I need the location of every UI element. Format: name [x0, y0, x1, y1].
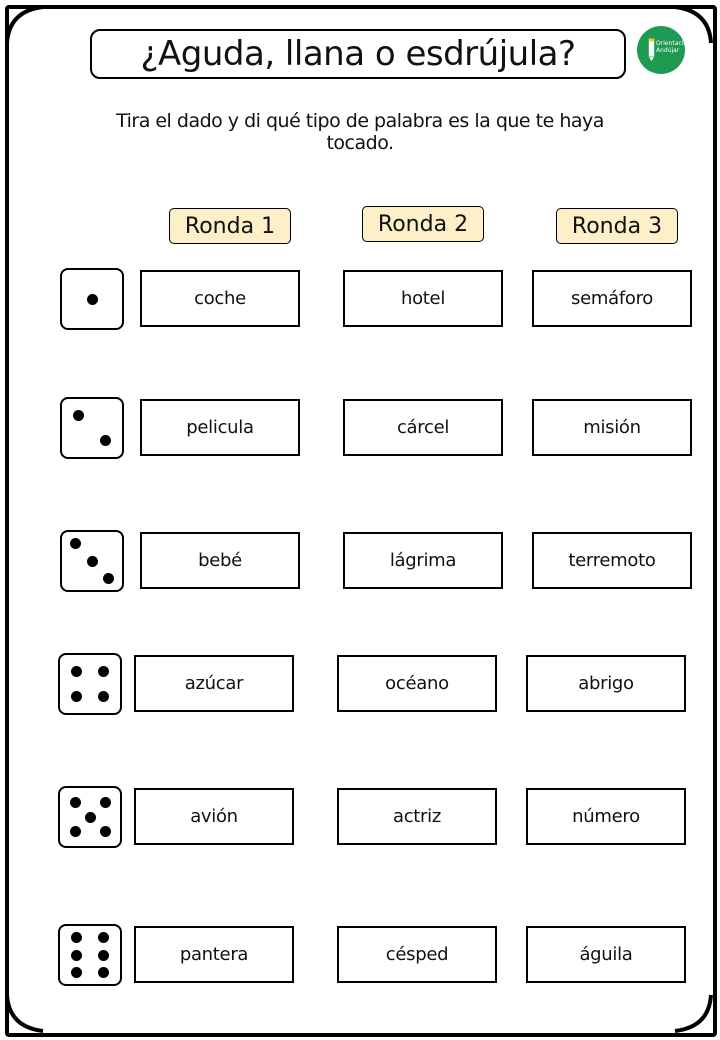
word-box [532, 270, 692, 327]
word-text: águila [579, 944, 633, 965]
word-text: océano [385, 673, 449, 694]
word-text: terremoto [568, 550, 656, 571]
die-pip [71, 666, 82, 677]
word-box [343, 532, 503, 589]
die-1 [60, 268, 124, 330]
word-box [140, 532, 300, 589]
word-box [134, 926, 294, 983]
die-6 [58, 924, 122, 986]
die-2 [60, 397, 124, 459]
word-box [526, 655, 686, 712]
word-text: número [572, 806, 640, 827]
word-text: misión [583, 417, 641, 438]
word-text: hotel [400, 288, 446, 309]
word-text: pantera [179, 944, 249, 965]
word-text: azúcar [184, 673, 244, 694]
die-pip [71, 932, 82, 943]
die-pip [100, 797, 111, 808]
die-pip [103, 573, 114, 584]
word-box [526, 788, 686, 845]
word-text: abrigo [578, 673, 634, 694]
die-pip [70, 826, 81, 837]
round-3-label: Ronda 3 [556, 208, 678, 244]
word-box [337, 788, 497, 845]
title-box [90, 29, 626, 79]
word-box [343, 399, 503, 456]
word-box [134, 788, 294, 845]
die-pip [87, 556, 98, 567]
word-box [526, 926, 686, 983]
die-pip [70, 797, 81, 808]
word-text: césped [385, 944, 449, 965]
word-box [134, 655, 294, 712]
corner-ornament-bottom-left [5, 993, 45, 1033]
die-pip [98, 691, 109, 702]
word-box [337, 926, 497, 983]
word-text: semáforo [571, 288, 653, 309]
word-box [140, 270, 300, 327]
die-3 [60, 530, 124, 592]
die-pip [87, 294, 98, 305]
logo-text [656, 40, 691, 54]
word-box [337, 655, 497, 712]
die-pip [98, 950, 109, 961]
die-pip [98, 967, 109, 978]
die-pip [100, 826, 111, 837]
corner-ornament-top-left [5, 5, 45, 45]
word-box [532, 399, 692, 456]
die-pip [98, 666, 109, 677]
word-text: pelicula [186, 417, 254, 438]
logo-line2: Andújar [656, 47, 680, 54]
word-box [140, 399, 300, 456]
word-text: coche [194, 288, 246, 309]
die-pip [70, 538, 81, 549]
round-2-label: Ronda 2 [362, 206, 484, 242]
logo [637, 26, 691, 74]
word-box [532, 532, 692, 589]
word-text: cárcel [396, 417, 450, 438]
logo-line1: Orientación [656, 40, 691, 47]
die-4 [58, 653, 122, 715]
die-pip [71, 967, 82, 978]
die-pip [71, 691, 82, 702]
word-text: bebé [198, 550, 242, 571]
die-5 [58, 786, 122, 848]
die-pip [100, 435, 111, 446]
word-text: actriz [392, 806, 442, 827]
die-pip [71, 950, 82, 961]
word-box [343, 270, 503, 327]
page-frame [5, 5, 717, 1037]
pencil-icon [648, 38, 655, 62]
instructions: Tira el dado y di qué tipo de palabra es la que te haya tocado. [116, 110, 604, 154]
corner-ornament-bottom-right [673, 993, 713, 1033]
word-text: lágrima [389, 550, 457, 571]
page-title: ¿Aguda, llana o esdrújula? [140, 34, 576, 74]
die-pip [85, 812, 96, 823]
round-1-label: Ronda 1 [169, 208, 291, 244]
die-pip [98, 932, 109, 943]
word-text: avión [190, 806, 238, 827]
die-pip [73, 410, 84, 421]
